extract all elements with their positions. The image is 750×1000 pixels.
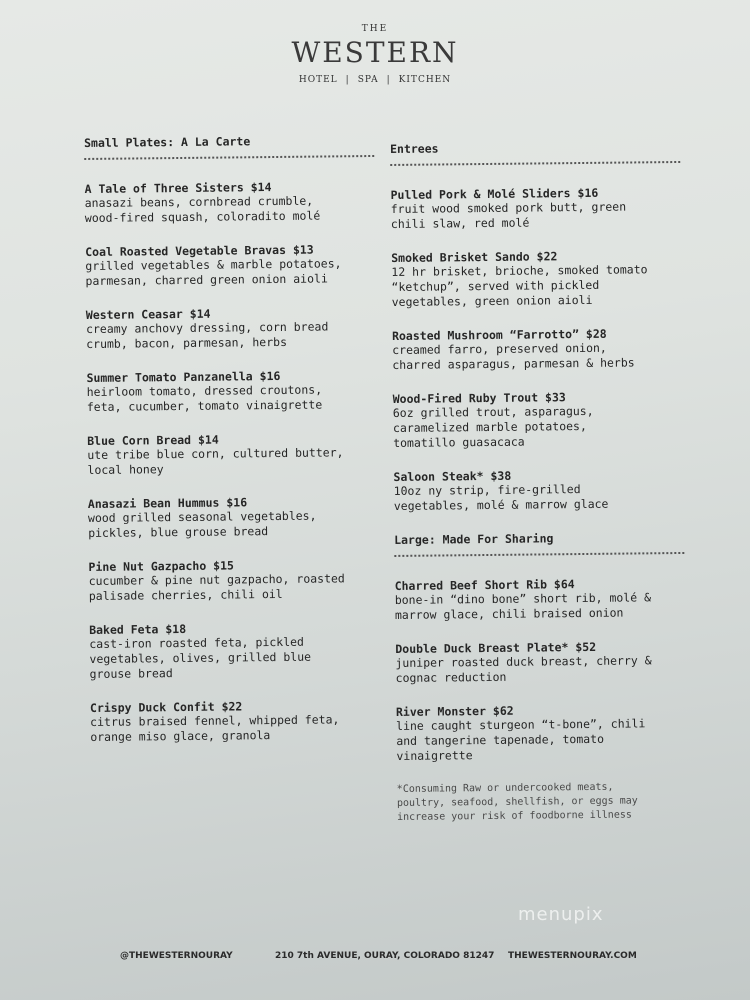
section-divider bbox=[394, 552, 684, 557]
menu-item bbox=[395, 639, 685, 686]
large-list bbox=[395, 576, 687, 764]
menu-item-description: creamy anchovy dressing, corn bread crumb, bacon, parmesan, herbs bbox=[85, 319, 329, 351]
brand-name: WESTERN bbox=[291, 36, 459, 69]
menu-item-description: wood grilled seasonal vegetables, pickles, blue grouse bread bbox=[87, 508, 317, 540]
menu-item-name: Baked Feta $18 bbox=[89, 621, 187, 637]
menu-item-name: Summer Tomato Panzanella $16 bbox=[86, 368, 281, 385]
menu-item-name: Smoked Brisket Sando $22 bbox=[391, 249, 558, 265]
menu-item bbox=[392, 326, 682, 373]
menu-item-name: Pulled Pork & Molé Sliders $16 bbox=[390, 185, 599, 202]
menu-item-name: Anasazi Bean Hummus $16 bbox=[87, 495, 248, 511]
menu-item bbox=[90, 698, 380, 745]
menu-item bbox=[393, 467, 683, 514]
subtitle-separator: | bbox=[345, 75, 350, 85]
menu-item bbox=[86, 305, 376, 352]
menu-item-description: bone-in “dino bone” short rib, molé & marrow glace, chili braised onion bbox=[394, 590, 652, 622]
subtitle-spa: SPA bbox=[357, 75, 379, 85]
menu-item-name: Blue Corn Bread $14 bbox=[87, 432, 219, 448]
menu-item-description: citrus braised fennel, whipped feta, orange miso glace, granola bbox=[90, 712, 340, 744]
menu-item-name: Double Duck Breast Plate* $52 bbox=[395, 639, 597, 656]
menu-item-name: Pine Nut Gazpacho $15 bbox=[88, 558, 234, 574]
small-plates-list bbox=[84, 179, 380, 745]
menu-item bbox=[88, 557, 378, 604]
menupix-watermark: menupix bbox=[518, 904, 604, 925]
menu-item-description: 6oz grilled trout, asparagus, caramelized marble potatoes, tomatillo guasacaca bbox=[392, 403, 594, 450]
menu-item-name: Crispy Duck Confit $22 bbox=[89, 699, 243, 715]
large-section bbox=[394, 530, 686, 764]
section-divider bbox=[84, 155, 374, 160]
menu-item-description: grilled vegetables & marble potatoes, parmesan, charred green onion aioli bbox=[85, 256, 342, 288]
subtitle-hotel: HOTEL bbox=[298, 75, 338, 85]
menu-item bbox=[390, 185, 680, 232]
small-plates-column bbox=[84, 133, 381, 764]
menu-item bbox=[393, 389, 684, 451]
footer-website: THEWESTERNOURAY.COM bbox=[508, 951, 637, 961]
menu-item bbox=[395, 576, 685, 623]
menu-item bbox=[84, 179, 374, 226]
menu-item-description: heirloom tomato, dressed croutons, feta, cucumber, tomato vinaigrette bbox=[86, 382, 323, 414]
menu-item-description: cast-iron roasted feta, pickled vegetables, olives, grilled blue grouse bread bbox=[89, 634, 312, 681]
menu-item-description: ute tribe blue corn, cultured butter, local honey bbox=[87, 445, 344, 477]
entrees-list bbox=[390, 185, 683, 514]
menu-item-description: anasazi beans, cornbread crumble, wood-fired squash, coloradito molé bbox=[84, 193, 321, 225]
menu-item-name: Coal Roasted Vegetable Bravas $13 bbox=[85, 242, 314, 259]
menu-item bbox=[88, 494, 378, 541]
footer-address: 210 7th AVENUE, OURAY, COLORADO 81247 bbox=[275, 951, 495, 961]
menu-item-name: A Tale of Three Sisters $14 bbox=[84, 180, 272, 196]
menu-item-description: line caught sturgeon “t-bone”, chili and tangerine tapenade, tomato vinaigrette bbox=[396, 716, 646, 763]
menu-item-name: River Monster $62 bbox=[395, 703, 514, 719]
menu-item bbox=[391, 248, 682, 310]
entrees-column bbox=[390, 139, 687, 825]
menu-item-name: Wood-Fired Ruby Trout $33 bbox=[392, 390, 566, 406]
footer-social-handle: @THEWESTERNOURAY bbox=[120, 951, 233, 961]
food-safety-disclaimer: *Consuming Raw or undercooked meats, poultry, seafood, shellfish, or eggs may increase your risk of foodborne illness bbox=[396, 781, 638, 823]
menu-item bbox=[87, 431, 377, 478]
section-divider bbox=[390, 161, 680, 166]
menu-item-name: Charred Beef Short Rib $64 bbox=[394, 577, 575, 593]
menu-item-description: 12 hr brisket, brioche, smoked tomato “ketchup”, served with pickled vegetables, green onion aioli bbox=[391, 262, 648, 309]
small-plates-title: Small Plates: A La Carte bbox=[84, 134, 251, 150]
menu-item-description: creamed farro, preserved onion, charred asparagus, parmesan & herbs bbox=[392, 340, 635, 372]
menu-item bbox=[86, 368, 376, 415]
menu-item-description: fruit wood smoked pork butt, green chili slaw, red molé bbox=[390, 199, 627, 231]
menu-item-name: Saloon Steak* $38 bbox=[393, 468, 512, 484]
brand-subtitle bbox=[0, 75, 750, 85]
subtitle-kitchen: KITCHEN bbox=[398, 75, 452, 85]
menu-item-description: 10oz ny strip, fire-grilled vegetables, molé & marrow glace bbox=[393, 482, 609, 513]
large-title: Large: Made For Sharing bbox=[394, 531, 554, 547]
menu-item bbox=[89, 620, 380, 682]
menu-item-name: Western Ceasar $14 bbox=[85, 306, 211, 322]
entrees-title: Entrees bbox=[390, 141, 439, 156]
menu-item-description: juniper roasted duck breast, cherry & cognac reduction bbox=[395, 653, 652, 685]
menu-item-name: Roasted Mushroom “Farrotto” $28 bbox=[391, 326, 607, 343]
brand-prefix: THE bbox=[361, 24, 389, 34]
menu-item-description: cucumber & pine nut gazpacho, roasted palisade cherries, chili oil bbox=[88, 571, 345, 603]
menu-header bbox=[0, 24, 750, 85]
menu-item bbox=[85, 242, 375, 289]
subtitle-separator: | bbox=[386, 75, 391, 85]
menu-item bbox=[396, 702, 687, 764]
